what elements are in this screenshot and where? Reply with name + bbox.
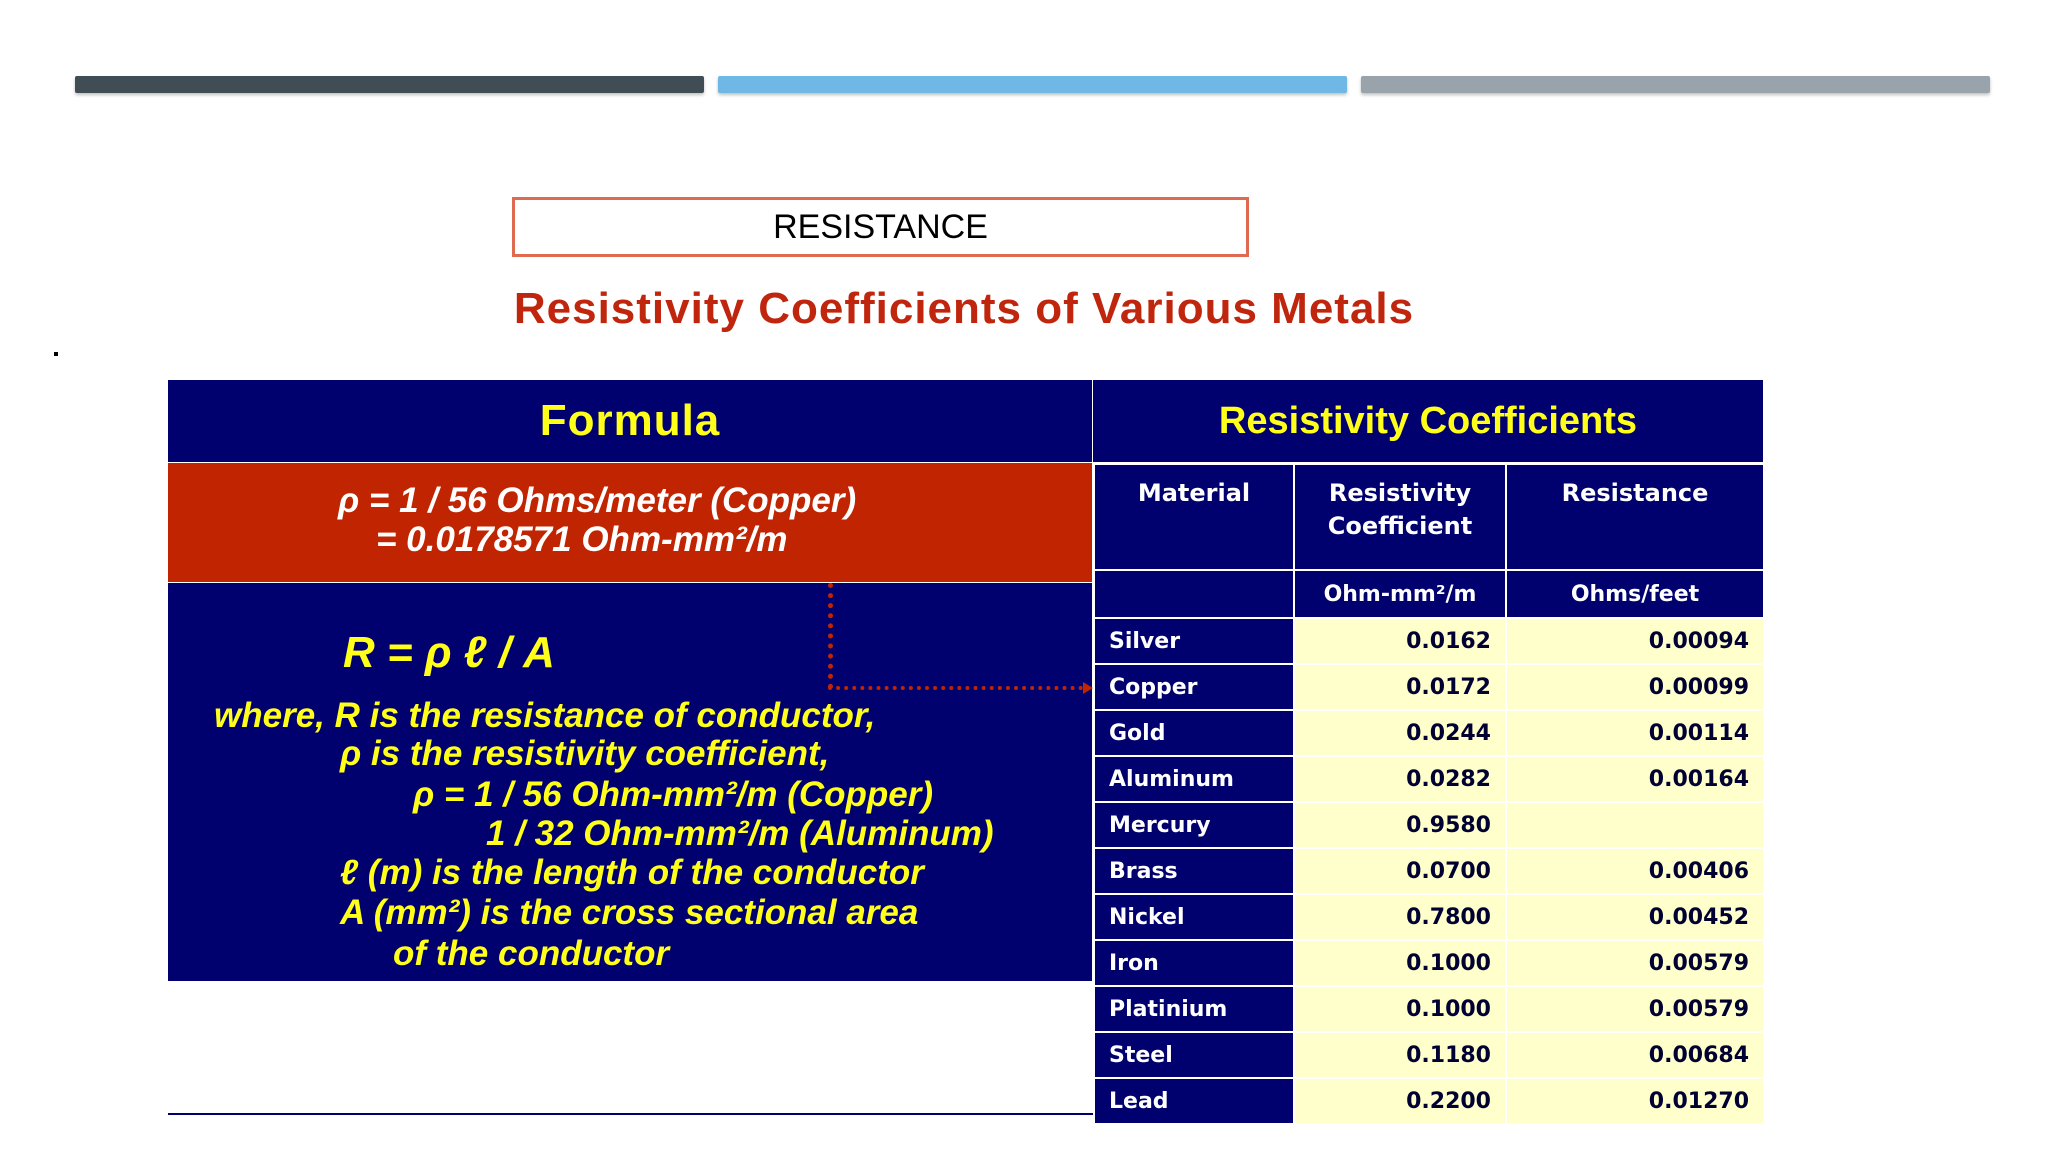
cell-coefficient: 0.1000 — [1294, 940, 1506, 986]
cell-coefficient: 0.1000 — [1294, 986, 1506, 1032]
cell-material: Aluminum — [1094, 756, 1294, 802]
cell-material: Silver — [1094, 618, 1294, 664]
table-row — [1094, 986, 1764, 1032]
unit-material — [1094, 570, 1294, 618]
column-header-material: Material — [1094, 464, 1294, 570]
cell-resistance: 0.00094 — [1506, 618, 1764, 664]
table-row — [1094, 710, 1764, 756]
table-row — [1094, 848, 1764, 894]
cell-material: Platinium — [1094, 986, 1294, 1032]
area-definition: A (mm²) is the cross sectional area — [340, 893, 919, 932]
table-row — [1094, 894, 1764, 940]
cell-material: Gold — [1094, 710, 1294, 756]
table-row — [1094, 756, 1764, 802]
accent-bar-gray — [1361, 76, 1990, 93]
cell-material: Iron — [1094, 940, 1294, 986]
formula-body — [168, 583, 1092, 981]
cell-coefficient: 0.1180 — [1294, 1032, 1506, 1078]
cell-resistance: 0.00114 — [1506, 710, 1764, 756]
cell-resistance: 0.01270 — [1506, 1078, 1764, 1124]
coefficients-table — [1093, 463, 1765, 1125]
accent-bar-blue — [718, 76, 1347, 93]
cell-resistance: 0.00579 — [1506, 940, 1764, 986]
cell-coefficient: 0.0700 — [1294, 848, 1506, 894]
connector-line-vertical — [828, 583, 833, 689]
where-line: where, R is the resistance of conductor, — [214, 696, 876, 735]
formula-header: Formula — [168, 380, 1092, 462]
cell-coefficient: 0.2200 — [1294, 1078, 1506, 1124]
bullet-dot — [54, 352, 58, 356]
cell-resistance — [1506, 802, 1764, 848]
rho-definition: ρ is the resistivity coefficient, — [340, 734, 830, 773]
cell-coefficient: 0.0282 — [1294, 756, 1506, 802]
cell-resistance: 0.00164 — [1506, 756, 1764, 802]
slide-subtitle: Resistivity Coefficients of Various Metals — [513, 284, 1415, 333]
cell-resistance: 0.00406 — [1506, 848, 1764, 894]
table-row — [1094, 664, 1764, 710]
coefficients-header: Resistivity Coefficients — [1093, 380, 1763, 462]
length-definition: ℓ (m) is the length of the conductor — [340, 853, 924, 892]
cell-coefficient: 0.0162 — [1294, 618, 1506, 664]
cell-material: Mercury — [1094, 802, 1294, 848]
connector-line-horizontal — [828, 686, 1083, 690]
main-formula: R = ρ ℓ / A — [343, 628, 555, 677]
cell-coefficient: 0.7800 — [1294, 894, 1506, 940]
table-row — [1094, 940, 1764, 986]
table-header-row — [1094, 464, 1764, 570]
table-units-row — [1094, 570, 1764, 618]
cell-material: Steel — [1094, 1032, 1294, 1078]
slide-title[interactable]: RESISTANCE — [512, 197, 1249, 257]
table-row — [1094, 1078, 1764, 1124]
area-definition-cont: of the conductor — [393, 934, 670, 973]
cell-resistance: 0.00099 — [1506, 664, 1764, 710]
cell-material: Copper — [1094, 664, 1294, 710]
column-header-resistance: Resistance — [1506, 464, 1764, 570]
rho-aluminum-value: 1 / 32 Ohm-mm²/m (Aluminum) — [486, 814, 994, 853]
rho-definition-box — [168, 463, 1092, 582]
bottom-rule — [168, 1113, 1093, 1115]
accent-bar-dark — [75, 76, 704, 93]
table-row — [1094, 618, 1764, 664]
rho-copper-value: ρ = 1 / 56 Ohm-mm²/m (Copper) — [413, 775, 934, 814]
cell-material: Lead — [1094, 1078, 1294, 1124]
cell-resistance: 0.00452 — [1506, 894, 1764, 940]
cell-coefficient: 0.9580 — [1294, 802, 1506, 848]
rho-line-2: = 0.0178571 Ohm-mm²/m — [376, 520, 788, 559]
cell-coefficient: 0.0172 — [1294, 664, 1506, 710]
unit-resistance: Ohms/feet — [1506, 570, 1764, 618]
cell-resistance: 0.00684 — [1506, 1032, 1764, 1078]
table-row — [1094, 802, 1764, 848]
cell-material: Brass — [1094, 848, 1294, 894]
cell-material: Nickel — [1094, 894, 1294, 940]
rho-line-1: ρ = 1 / 56 Ohms/meter (Copper) — [338, 481, 857, 520]
cell-coefficient: 0.0244 — [1294, 710, 1506, 756]
unit-coefficient: Ohm-mm²/m — [1294, 570, 1506, 618]
arrow-head-icon — [1083, 682, 1093, 694]
table-row — [1094, 1032, 1764, 1078]
column-header-coefficient: Resistivity Coefficient — [1294, 464, 1506, 570]
cell-resistance: 0.00579 — [1506, 986, 1764, 1032]
